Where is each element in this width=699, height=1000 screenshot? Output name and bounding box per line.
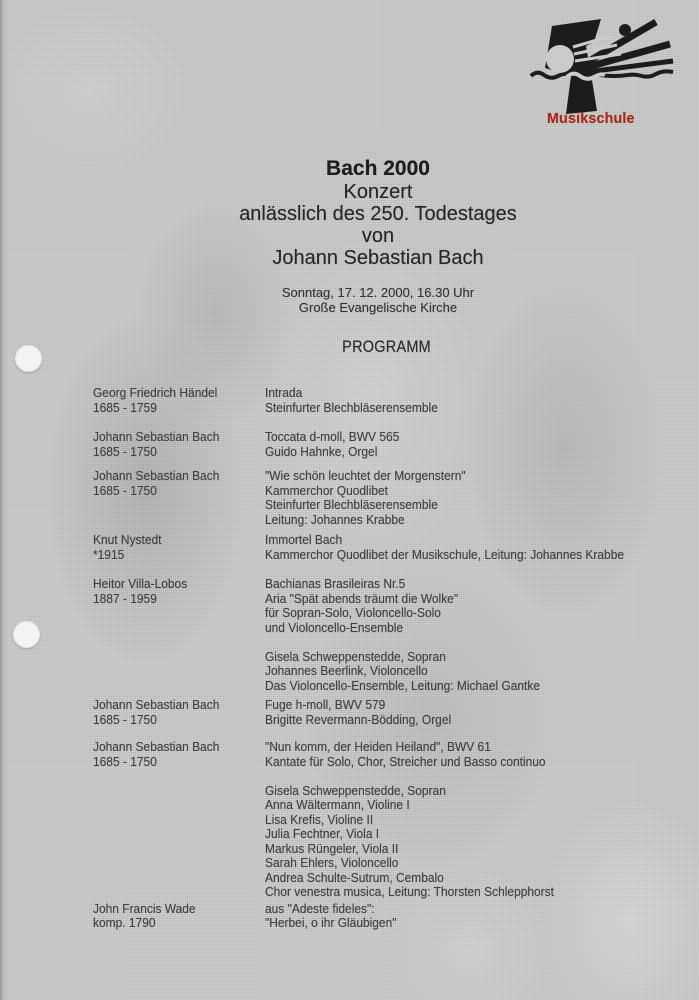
- composer-line: Knut Nystedt: [93, 532, 162, 547]
- subtitle-line: Johann Sebastian Bach: [272, 247, 484, 269]
- composer-column: [93, 533, 265, 562]
- piece-line: Sarah Ehlers, Violoncello: [265, 855, 399, 870]
- piece-line: Chor venestra musica, Leitung: Thorsten Schlepphorst: [265, 884, 554, 899]
- piece-line: Kantate für Solo, Chor, Streicher und Basso continuo: [265, 753, 546, 769]
- event-date: Sonntag, 17. 12. 2000, 16.30 Uhr: [281, 285, 475, 300]
- composer-line: Johann Sebastian Bach: [93, 697, 220, 712]
- piece-line: Gisela Schweppenstedde, Sopran: [265, 782, 446, 798]
- composer-column: [93, 469, 265, 498]
- piece-line: Brigitte Revermann-Bödding, Orgel: [265, 711, 452, 727]
- piece-column: [265, 533, 653, 562]
- composer-line: komp. 1790: [93, 915, 156, 930]
- piece-line: Anna Wältermann, Violine I: [265, 797, 410, 812]
- page-title: Bach 2000: [326, 157, 430, 180]
- piece-column: [265, 386, 653, 415]
- piece-line: Kammerchor Quodlibet der Musikschule, Leitung: Johannes Krabbe: [265, 546, 625, 562]
- piece-column: [265, 430, 653, 459]
- musikschule-logo-label: Musikschule: [547, 110, 635, 127]
- piece-line: Toccata d-moll, BWV 565: [265, 429, 400, 444]
- subtitle-line: von: [361, 225, 395, 247]
- program-row: [93, 740, 653, 900]
- composer-line: Georg Friedrich Händel: [93, 385, 218, 400]
- piece-line: Aria "Spät abends träumt die Wolke": [265, 590, 459, 606]
- punch-hole-bottom: [13, 621, 40, 648]
- subtitle-lines: [57, 181, 699, 269]
- program-row: [93, 430, 653, 459]
- program-row: [93, 698, 653, 727]
- composer-line: Johann Sebastian Bach: [93, 468, 220, 483]
- composer-line: 1685 - 1759: [93, 399, 157, 415]
- piece-column: [265, 577, 653, 693]
- piece-line: Steinfurter Blechbläserensemble: [265, 399, 438, 415]
- piece-column: [265, 902, 653, 931]
- composer-column: [93, 577, 265, 606]
- composer-line: 1685 - 1750: [93, 753, 157, 769]
- piece-line: und Violoncello-Ensemble: [265, 619, 404, 635]
- program-row: [93, 577, 653, 693]
- piece-line: "Herbei, o ihr Gläubigen": [265, 915, 397, 930]
- piece-column: [265, 740, 653, 900]
- composer-line: Johann Sebastian Bach: [93, 739, 220, 754]
- piece-line: Bachianas Brasileiras Nr.5: [265, 576, 406, 591]
- composer-line: 1887 - 1959: [93, 590, 157, 606]
- subtitle-line: anlässlich des 250. Todestages: [239, 203, 517, 225]
- event-venue: Große Evangelische Kirche: [298, 300, 458, 315]
- musikschule-logo: [527, 14, 687, 127]
- composer-column: [93, 430, 265, 459]
- subtitle-line: Konzert: [343, 181, 413, 203]
- piece-line: Kammerchor Quodlibet: [265, 482, 388, 498]
- piece-line: [265, 769, 622, 784]
- piece-line: [265, 635, 622, 650]
- composer-line: Heitor Villa-Lobos: [93, 576, 188, 591]
- piece-line: Lisa Krefis, Violine II: [265, 811, 374, 827]
- piece-line: für Sopran-Solo, Violoncello-Solo: [265, 605, 441, 620]
- piece-line: Guido Hahnke, Orgel: [265, 443, 378, 459]
- piece-line: Gisela Schweppenstedde, Sopran: [265, 648, 446, 664]
- composer-line: *1915: [93, 546, 125, 562]
- musikschule-logo-icon: [527, 14, 687, 114]
- event-date-block: [57, 285, 699, 315]
- composer-line: John Francis Wade: [93, 900, 196, 916]
- program-section-heading: PROGRAMM: [342, 337, 431, 356]
- punch-hole-top: [15, 345, 42, 372]
- piece-line: Johannes Beerlink, Violoncello: [265, 663, 428, 678]
- composer-column: [93, 740, 265, 769]
- piece-column: [265, 469, 653, 527]
- program-list: [93, 386, 653, 931]
- program-row: [93, 386, 653, 415]
- program-row: [93, 469, 653, 527]
- piece-line: Andrea Schulte-Sutrum, Cembalo: [265, 869, 444, 885]
- composer-line: Johann Sebastian Bach: [93, 429, 220, 444]
- piece-line: aus "Adeste fideles":: [265, 900, 375, 916]
- piece-line: Julia Fechtner, Viola I: [265, 826, 380, 841]
- title-block: [57, 157, 699, 269]
- piece-line: Immortel Bach: [265, 532, 343, 547]
- piece-line: Leitung: Johannes Krabbe: [265, 511, 405, 527]
- composer-line: 1685 - 1750: [93, 443, 157, 459]
- composer-column: [93, 698, 265, 727]
- program-row: [93, 533, 653, 562]
- composer-line: 1685 - 1750: [93, 482, 157, 498]
- piece-line: Steinfurter Blechbläserensemble: [265, 497, 438, 512]
- piece-line: "Nun komm, der Heiden Heiland", BWV 61: [265, 739, 491, 754]
- composer-column: [93, 386, 265, 415]
- piece-line: Das Violoncello-Ensemble, Leitung: Michael Gantke: [265, 677, 541, 693]
- program-row: [93, 902, 653, 931]
- piece-line: Intrada: [265, 385, 303, 400]
- piece-line: Markus Rüngeler, Viola II: [265, 840, 399, 856]
- composer-line: 1685 - 1750: [93, 711, 157, 727]
- piece-line: "Wie schön leuchtet der Morgenstern": [265, 468, 466, 483]
- composer-column: [93, 902, 265, 931]
- piece-column: [265, 698, 653, 727]
- piece-line: Fuge h-moll, BWV 579: [265, 697, 386, 712]
